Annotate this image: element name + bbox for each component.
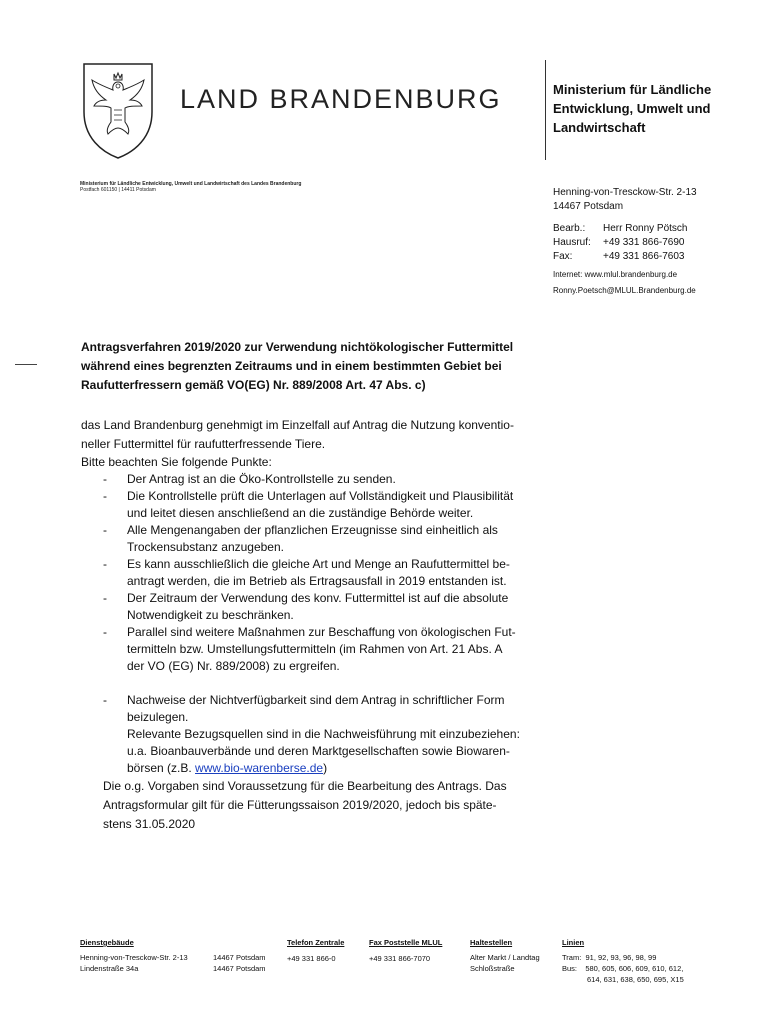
sender-postbox: Postfach 601150 | 14411 Potsdam	[80, 187, 156, 193]
footer-line: Tram: 91, 92, 93, 96, 98, 99	[562, 953, 657, 962]
footer-fax-number: +49 331 866-7070	[369, 954, 431, 963]
list-item-line: börsen (z.B.	[127, 761, 196, 775]
internet-link[interactable]: Internet: www.mlul.brandenburg.de	[553, 270, 678, 279]
list-item-line: Es kann ausschließlich die gleiche Art und Menge an Raufuttermittel be-	[127, 557, 510, 571]
contact-row	[553, 236, 687, 250]
intro-line: neller Futtermittel für raufutterfressende Tiere.	[81, 437, 326, 451]
list-item-line: u.a. Bioanbauverbände und deren Marktgesellschaften sowie Biowaren-	[127, 744, 510, 758]
footer-heading: Telefon Zentrale	[287, 938, 345, 947]
footer-heading: Haltestellen	[470, 938, 513, 947]
header-divider	[545, 60, 546, 160]
list-item-line: )	[323, 761, 328, 775]
footer-linien	[562, 937, 684, 985]
footer-stop: Schloßstraße	[470, 964, 515, 973]
ministry-line: Entwicklung, Umwelt und	[553, 101, 711, 116]
letter-body	[81, 416, 551, 834]
footer-line: 614, 631, 638, 650, 695, X15	[562, 975, 684, 984]
footer-telefon	[287, 937, 344, 964]
list-item-line: der VO (EG) Nr. 889/2008) zu ergreifen.	[127, 659, 340, 673]
brandenburg-eagle-coat-of-arms	[78, 60, 158, 160]
list-item-line: Der Antrag ist an die Öko-Kontrollstelle zu senden.	[127, 472, 396, 486]
intro-paragraph	[81, 416, 551, 454]
address-street: Henning-von-Tresckow-Str. 2-13	[553, 187, 697, 198]
ministry-name	[553, 80, 753, 137]
contact-value: +49 331 866-7603	[603, 251, 685, 262]
list-item	[81, 590, 551, 624]
footer-line: Bus: 580, 605, 606, 609, 610, 612,	[562, 964, 684, 973]
footer-heading: Linien	[562, 938, 585, 947]
contact-value: +49 331 866-7690	[603, 237, 685, 248]
footer-street: Lindenstraße 34a	[80, 964, 139, 973]
footer-city: 14467 Potsdam	[213, 953, 266, 962]
footer-dienstgebaeude	[80, 937, 188, 974]
title-line: während eines begrenzten Zeitraums und in einem bestimmten Gebiet bei	[81, 359, 502, 373]
ministry-line: Landwirtschaft	[553, 120, 646, 135]
contact-label: Fax:	[553, 251, 573, 262]
contact-label: Hausruf:	[553, 237, 591, 248]
list-item-line: Alle Mengenangaben der pflanzlichen Erzeugnisse sind einheitlich als	[127, 523, 498, 537]
list-item-line: Notwendigkeit zu beschränken.	[127, 608, 294, 622]
list-item	[81, 471, 551, 488]
list-item-line: Parallel sind weitere Maßnahmen zur Beschaffung von ökologischen Fut-	[127, 625, 516, 639]
list-item-line: Trockensubstanz anzugeben.	[127, 540, 284, 554]
contact-label: Bearb.:	[553, 223, 586, 234]
closing-line: stens 31.05.2020	[103, 817, 196, 831]
sender-address-line	[80, 181, 301, 193]
closing-line: Die o.g. Vorgaben sind Voraussetzung für die Bearbeitung des Antrags. Das	[103, 779, 507, 793]
footer-fax	[369, 937, 442, 964]
closing-line: Antragsformular gilt für die Fütterungssaison 2019/2020, jedoch bis späte-	[103, 798, 497, 812]
footer-phone: +49 331 866-0	[287, 954, 336, 963]
intro-line: das Land Brandenburg genehmigt im Einzelfall auf Antrag die Nutzung konventio-	[81, 418, 514, 432]
list-item-line: Der Zeitraum der Verwendung des konv. Futtermittel ist auf die absolute	[127, 591, 509, 605]
sender-line: Ministerium für Ländliche Entwicklung, Umwelt und Landwirtschaft des Landes Brandenburg	[80, 181, 302, 187]
list-item-line: beizulegen.	[127, 710, 189, 724]
title-line: Antragsverfahren 2019/2020 zur Verwendung nichtökologischer Futtermittel	[81, 340, 514, 354]
contact-value: Herr Ronny Pötsch	[603, 223, 688, 234]
footer-heading: Fax Poststelle MLUL	[369, 938, 443, 947]
evidence-list	[81, 692, 551, 777]
list-item	[81, 488, 551, 522]
title-line: Raufutterfressern gemäß VO(EG) Nr. 889/2008 Art. 47 Abs. c)	[81, 378, 426, 392]
footer-cities	[213, 952, 266, 974]
list-item	[81, 556, 551, 590]
address-city: 14467 Potsdam	[553, 201, 624, 212]
list-item-line: antragt werden, die im Betrieb als Ertragsausfall in 2019 entstanden ist.	[127, 574, 507, 588]
document-title	[81, 338, 551, 395]
list-item	[81, 624, 551, 675]
requirements-list	[81, 471, 551, 675]
list-item-line: und leitet diesen anschließend an die zuständige Behörde weiter.	[127, 506, 474, 520]
land-brandenburg-wordmark: LAND BRANDENBURG	[180, 84, 502, 114]
spacer	[81, 675, 551, 692]
ministry-line: Ministerium für Ländliche	[553, 82, 712, 97]
footer-city: 14467 Potsdam	[213, 964, 266, 973]
contact-block	[553, 222, 687, 264]
footer-street: Henning-von-Tresckow-Str. 2-13	[80, 953, 188, 962]
closing-paragraph	[81, 777, 551, 834]
ministry-address	[553, 186, 697, 214]
points-intro: Bitte beachten Sie folgende Punkte:	[81, 455, 272, 469]
list-item-line: Nachweise der Nichtverfügbarkeit sind dem Antrag in schriftlicher Form	[127, 693, 505, 707]
list-item	[81, 522, 551, 556]
list-item	[81, 692, 551, 777]
footer-heading: Dienstgebäude	[80, 938, 134, 947]
footer-haltestellen	[470, 937, 540, 974]
footer-stop: Alter Markt / Landtag	[470, 953, 540, 962]
web-contact	[553, 267, 696, 299]
contact-row	[553, 222, 687, 236]
list-item-line: termitteln bzw. Umstellungsfuttermitteln (im Rahmen von Art. 21 Abs. A	[127, 642, 503, 656]
fold-mark	[15, 364, 37, 365]
contact-row	[553, 250, 687, 264]
list-item-line: Relevante Bezugsquellen sind in die Nachweisführung mit einzubeziehen:	[127, 727, 520, 741]
list-item-line: Die Kontrollstelle prüft die Unterlagen auf Vollständigkeit und Plausibilität	[127, 489, 514, 503]
email-link[interactable]: Ronny.Poetsch@MLUL.Brandenburg.de	[553, 286, 696, 295]
bio-warenboerse-link[interactable]: www.bio-warenberse.de	[195, 761, 324, 775]
